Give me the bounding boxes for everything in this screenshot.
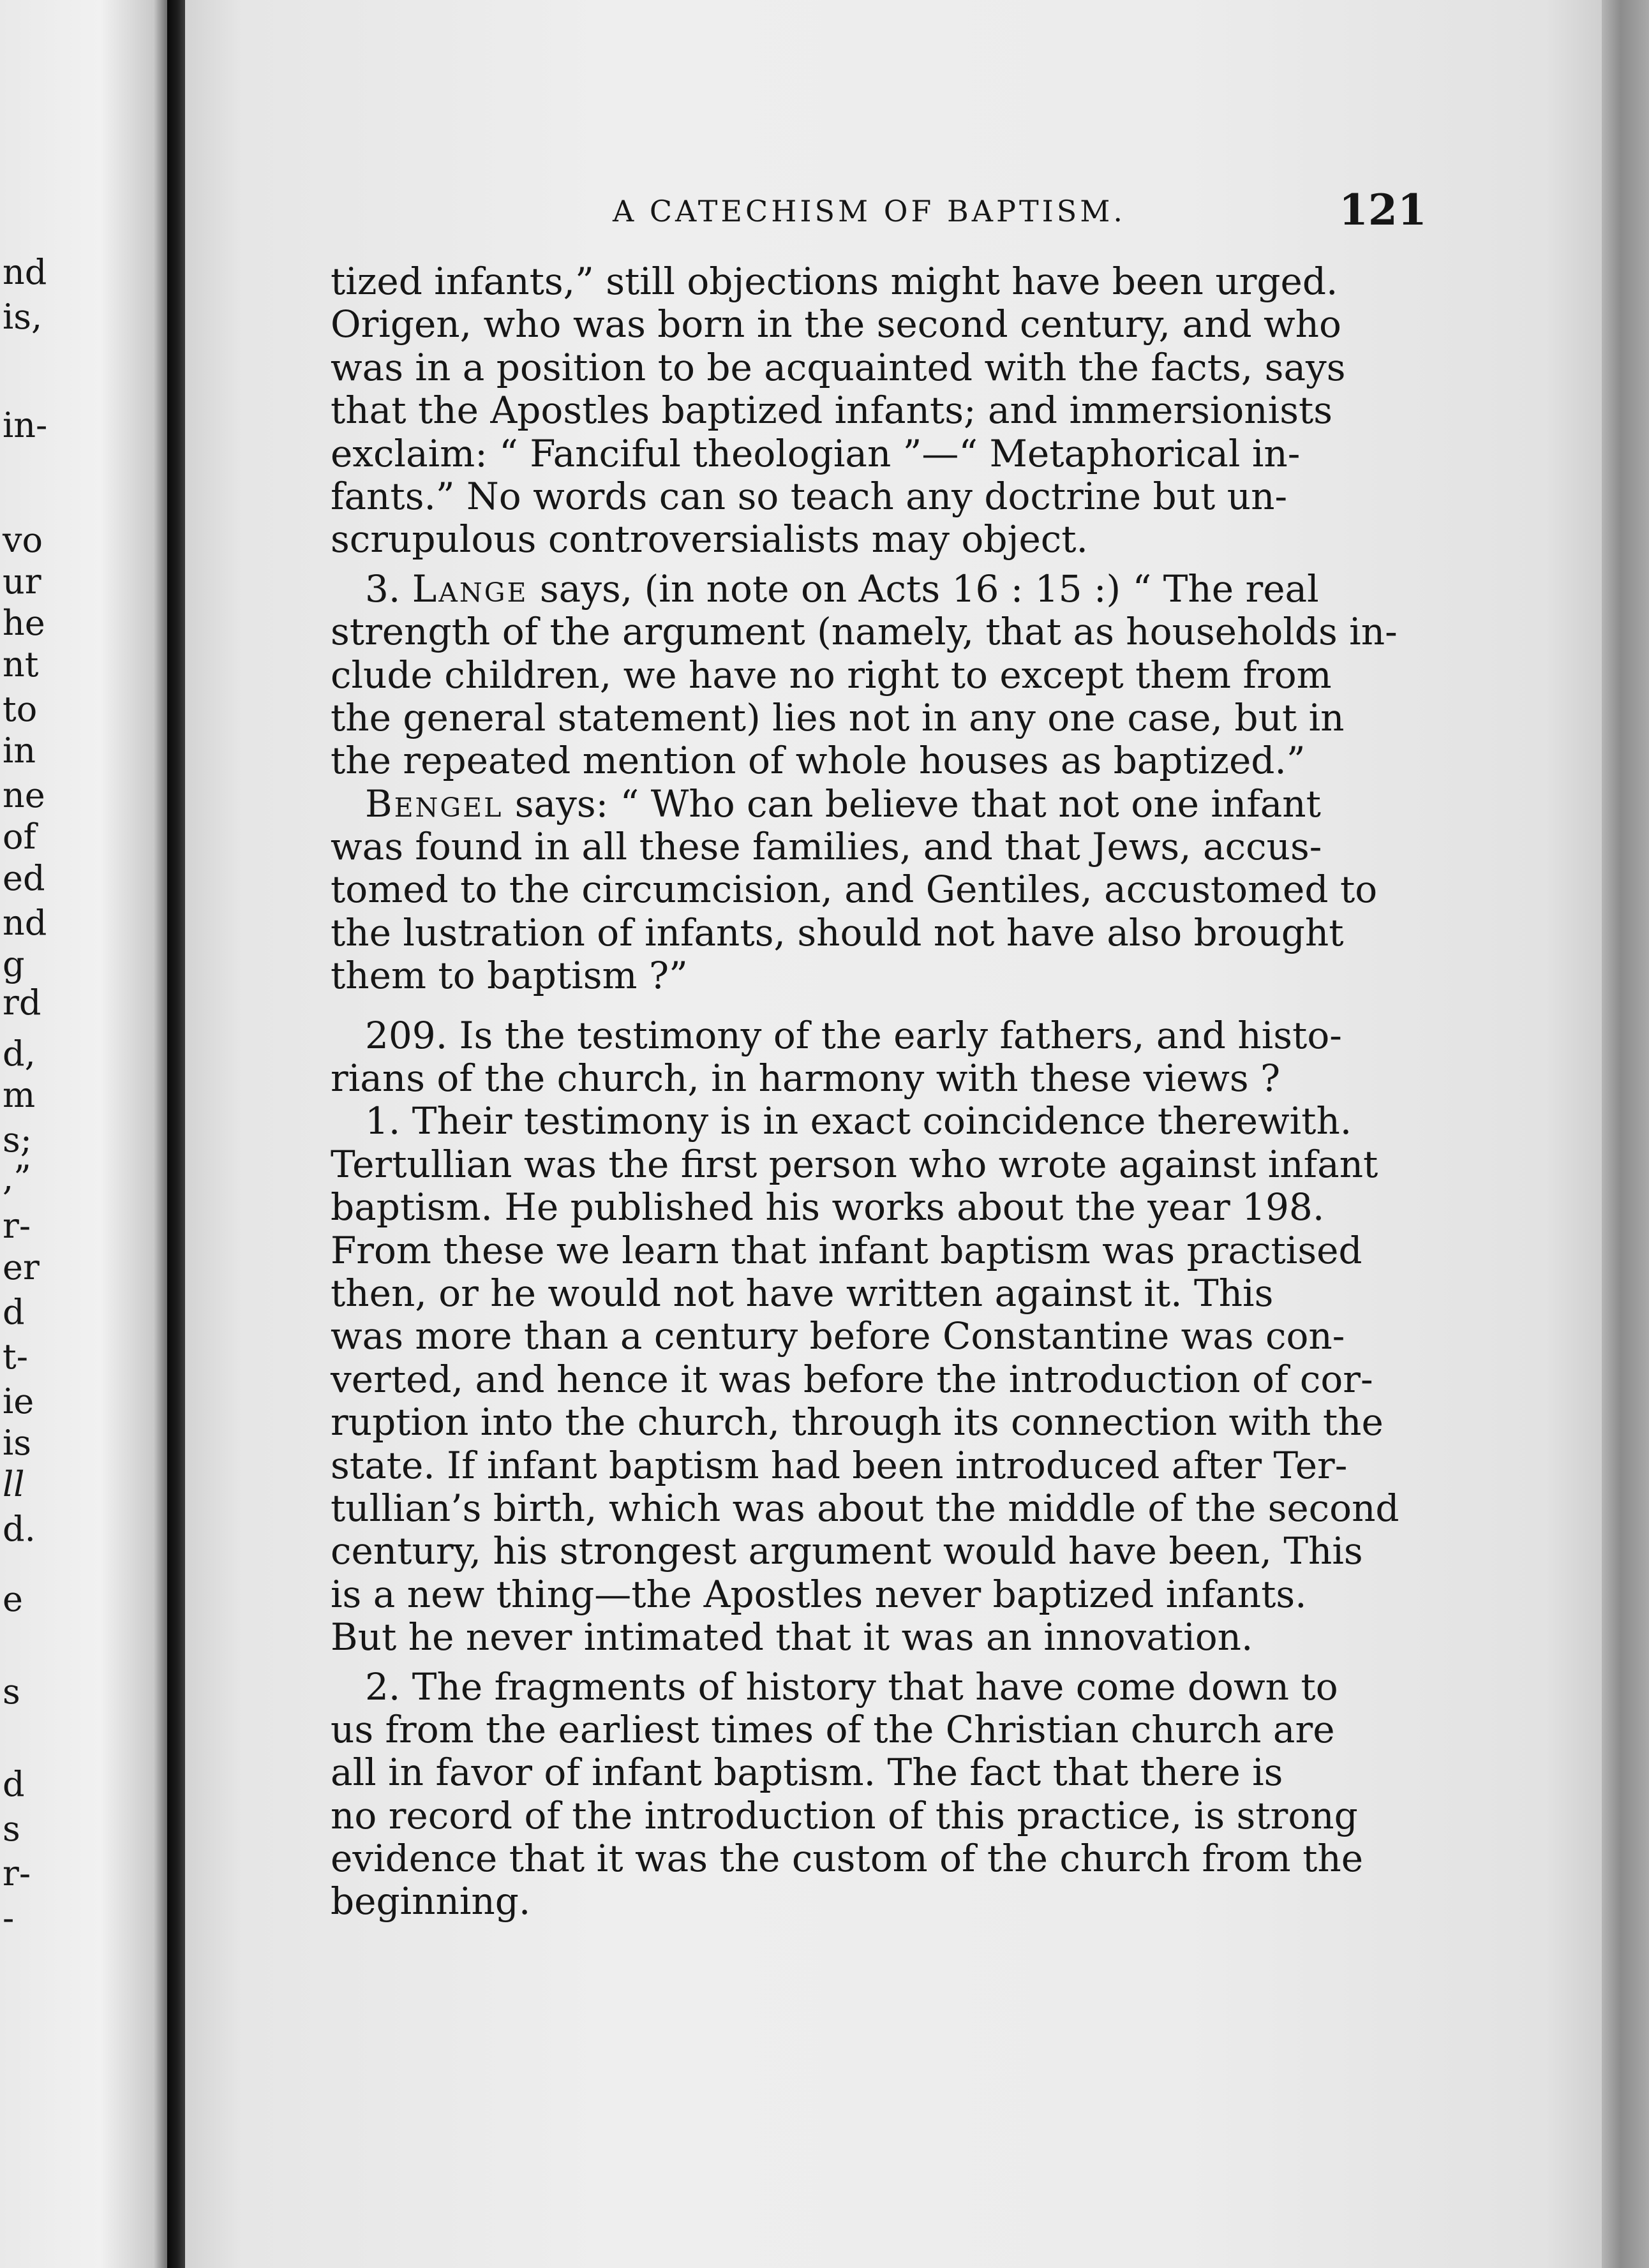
left-fragment: r- bbox=[3, 1853, 31, 1894]
left-fragment: ,” bbox=[3, 1158, 31, 1198]
left-fragment: er bbox=[3, 1247, 40, 1287]
left-fragment: ed bbox=[3, 858, 45, 898]
answer-1 bbox=[331, 1100, 1575, 1659]
text-line bbox=[331, 783, 1575, 826]
item-number: 3. bbox=[365, 567, 412, 611]
running-head: A CATECHISM OF BAPTISM. bbox=[613, 194, 1126, 228]
left-fragment: g bbox=[3, 944, 25, 984]
text-line: baptism. He published his works about the year 198. bbox=[331, 1185, 1325, 1229]
text-line: rians of the church, in harmony with these views ? bbox=[331, 1056, 1281, 1101]
text-line: state. If infant baptism had been introduced after Ter- bbox=[331, 1443, 1348, 1487]
text-line: Tertullian was the first person who wrote against infant bbox=[331, 1142, 1378, 1186]
text-line: was in a position to be acquainted with the facts, says bbox=[331, 345, 1346, 389]
text-line: strength of the argument (namely, that as households in- bbox=[331, 610, 1398, 654]
left-fragment: to bbox=[3, 689, 38, 729]
answer-2 bbox=[331, 1666, 1575, 1923]
page-number: 121 bbox=[1339, 185, 1427, 235]
left-fragment: of bbox=[3, 817, 36, 857]
text-line: tized infants,” still objections might have been urged. bbox=[331, 260, 1338, 303]
left-fragment: m bbox=[3, 1075, 36, 1115]
text-line: evidence that it was the custom of the church from the bbox=[331, 1837, 1364, 1881]
left-fragment: s bbox=[3, 1671, 20, 1712]
page-header bbox=[185, 179, 1602, 249]
paragraph-lange bbox=[331, 568, 1575, 783]
paragraph-bengel bbox=[331, 783, 1575, 998]
left-fragment: nt bbox=[3, 644, 39, 685]
left-fragment: in- bbox=[3, 405, 48, 445]
author-name: Bengel bbox=[365, 782, 504, 826]
text-line: scrupulous controversialists may object. bbox=[331, 517, 1088, 561]
text-line: them to baptism ?” bbox=[331, 954, 688, 998]
text-line: no record of the introduction of this practice, is strong bbox=[331, 1793, 1358, 1837]
left-fragment: r- bbox=[3, 1206, 31, 1246]
left-fragment: is bbox=[3, 1423, 31, 1463]
left-fragment: t- bbox=[3, 1337, 28, 1377]
text-line: clude children, we have no right to except them from bbox=[331, 653, 1332, 697]
left-fragment: is, bbox=[3, 297, 43, 337]
left-fragment: nd bbox=[3, 903, 47, 943]
left-fragment: e bbox=[3, 1579, 23, 1619]
text-line: is a new thing—the Apostles never baptized infants. bbox=[331, 1572, 1307, 1616]
text-line: century, his strongest argument would have been, This bbox=[331, 1529, 1363, 1573]
page-right-edge bbox=[1602, 0, 1649, 2268]
left-fragment: he bbox=[3, 603, 45, 643]
text-span: says, (in note on Acts 16 : 15 :) “ The real bbox=[528, 567, 1319, 611]
text-line: was more than a century before Constantine was con- bbox=[331, 1314, 1345, 1358]
left-fragment: vo bbox=[3, 520, 43, 560]
text-line: the repeated mention of whole houses as baptized.” bbox=[331, 739, 1306, 783]
text-line: 2. The fragments of history that have come down to bbox=[365, 1664, 1338, 1708]
left-fragment: nd bbox=[3, 252, 47, 292]
text-line: Origen, who was born in the second century, and who bbox=[331, 302, 1341, 346]
left-fragment: in bbox=[3, 730, 36, 771]
text-line: fants.” No words can so teach any doctrine but un- bbox=[331, 474, 1288, 518]
text-line: beginning. bbox=[331, 1879, 531, 1923]
text-line: But he never intimated that it was an innovation. bbox=[331, 1615, 1253, 1659]
left-fragment: s bbox=[3, 1809, 20, 1849]
text-line: ruption into the church, through its connection with the bbox=[331, 1400, 1384, 1444]
text-line: then, or he would not have written against it. This bbox=[331, 1271, 1274, 1315]
text-line: us from the earliest times of the Christian church are bbox=[331, 1707, 1335, 1751]
left-fragment: rd bbox=[3, 982, 41, 1023]
left-fragment: ll bbox=[3, 1464, 25, 1504]
text-line: all in favor of infant baptism. The fact that there is bbox=[331, 1751, 1283, 1795]
text-line: the general statement) lies not in any one case, but in bbox=[331, 695, 1345, 739]
page-body bbox=[331, 260, 1575, 1923]
text-line: From these we learn that infant baptism was practised bbox=[331, 1228, 1362, 1272]
left-fragment: d, bbox=[3, 1034, 36, 1074]
left-fragment: s; bbox=[3, 1120, 32, 1160]
left-fragment: d bbox=[3, 1292, 25, 1332]
text-line: tomed to the circumcision, and Gentiles, accustomed to bbox=[331, 868, 1378, 912]
text-span: says: “ Who can believe that not one infant bbox=[503, 782, 1321, 826]
text-line: the lustration of infants, should not have also brought bbox=[331, 910, 1344, 954]
book-gutter bbox=[167, 0, 185, 2268]
text-line: exclaim: “ Fanciful theologian ”—“ Metaphorical in- bbox=[331, 431, 1301, 475]
text-line: 209. Is the testimony of the early fathers, and histo- bbox=[365, 1013, 1342, 1057]
text-line: verted, and hence it was before the introduction of cor- bbox=[331, 1357, 1373, 1401]
left-fragment: ie bbox=[3, 1381, 34, 1421]
text-line: was found in all these families, and that Jews, accus- bbox=[331, 825, 1322, 869]
book-page bbox=[185, 0, 1602, 2268]
left-fragment: d. bbox=[3, 1509, 36, 1549]
left-fragment: d bbox=[3, 1764, 25, 1804]
previous-page-edge bbox=[0, 0, 167, 2268]
text-line: tullian’s birth, which was about the middle of the second bbox=[331, 1486, 1399, 1530]
text-line: 1. Their testimony is in exact coincidence therewith. bbox=[365, 1099, 1352, 1143]
left-fragment: ne bbox=[3, 775, 45, 815]
text-line: that the Apostles baptized infants; and immersionists bbox=[331, 389, 1333, 433]
author-name: Lange bbox=[412, 567, 528, 611]
paragraph-continuation bbox=[331, 260, 1575, 561]
question-209 bbox=[331, 1014, 1575, 1101]
left-fragment: ur bbox=[3, 561, 41, 602]
left-fragment: - bbox=[3, 1898, 15, 1938]
text-line bbox=[331, 568, 1575, 611]
